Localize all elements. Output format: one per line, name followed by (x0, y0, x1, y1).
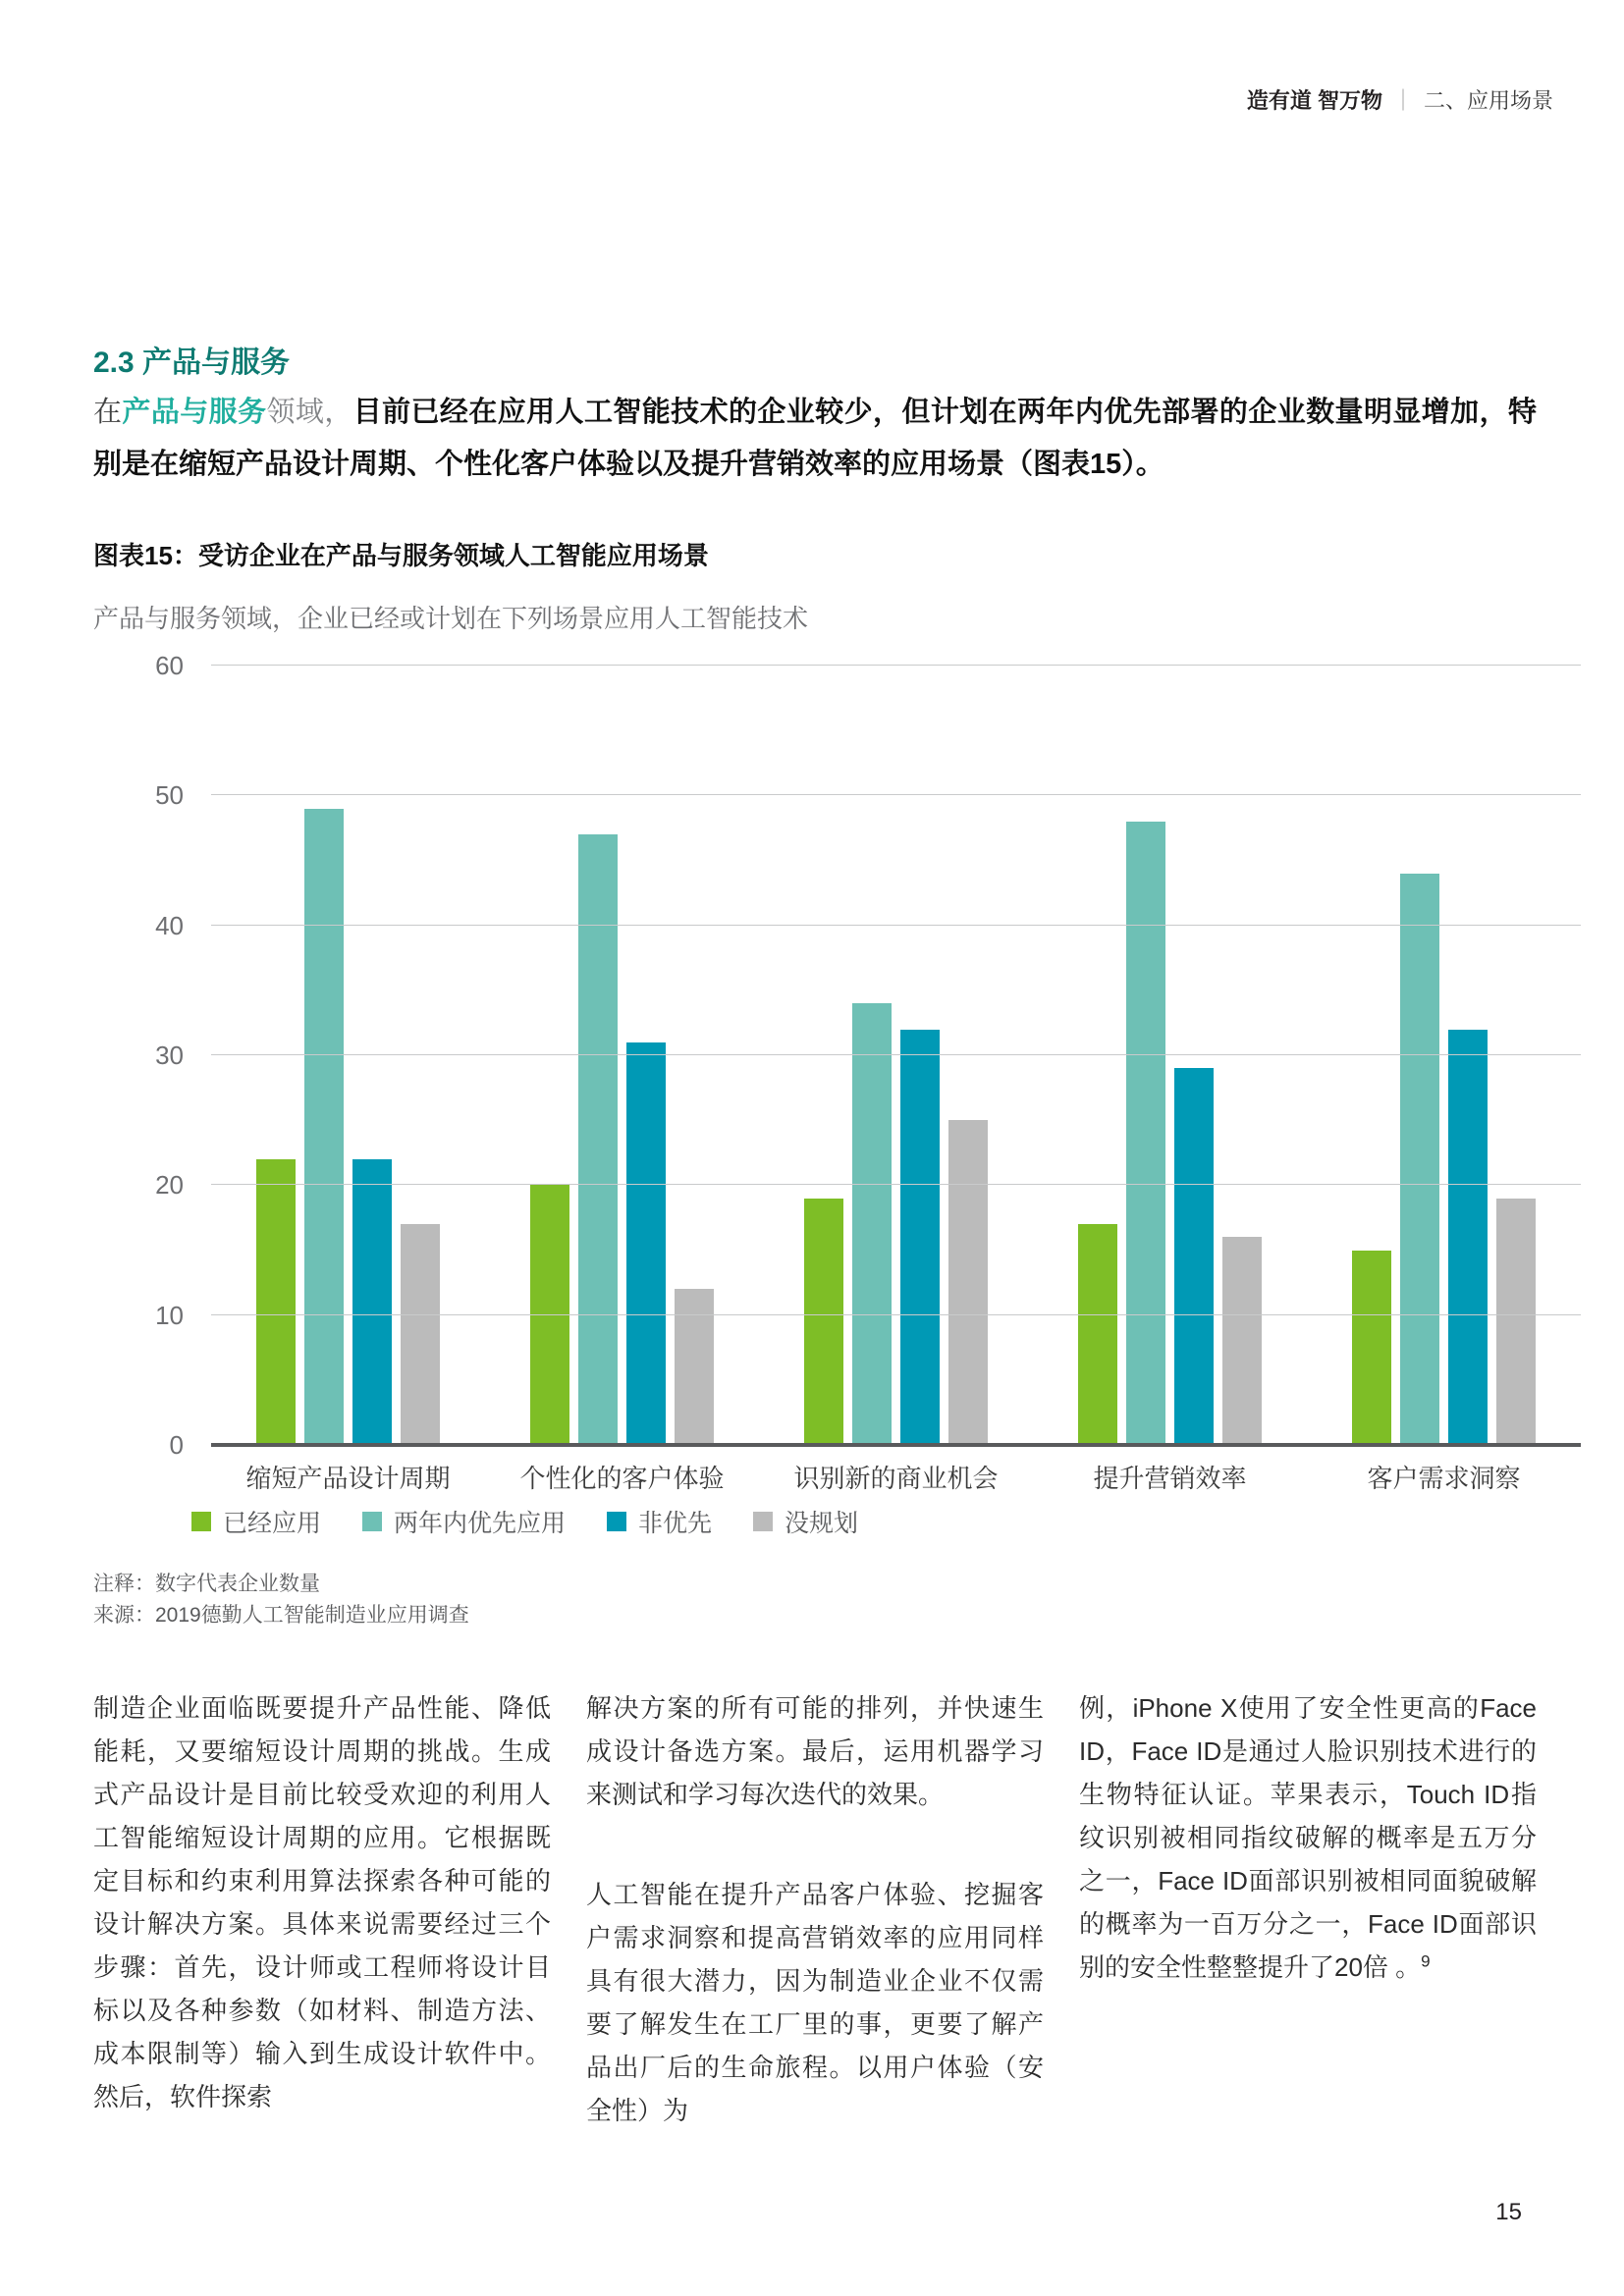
category-label: 提升营销效率 (1093, 1464, 1247, 1493)
bar-非优先 (352, 1159, 392, 1445)
legend-swatch-icon (607, 1512, 626, 1531)
bar-chart (93, 651, 1586, 1493)
page-number: 15 (1495, 2199, 1522, 2225)
body-columns (93, 1686, 1537, 2132)
legend-label: 非优先 (638, 1510, 713, 1537)
y-tick-label: 10 (155, 1300, 184, 1330)
gridline (211, 925, 1581, 926)
header-brand: 造有道 智万物 (1246, 88, 1382, 113)
x-axis-line (211, 1443, 1581, 1447)
y-tick-label: 60 (155, 651, 184, 680)
bar-两年内优先应用 (578, 834, 618, 1445)
legend-item (362, 1504, 566, 1539)
chart-note: 注释：数字代表企业数量 (93, 1573, 320, 1595)
bar-group (1033, 666, 1307, 1445)
paragraph: 解决方案的所有可能的排列，并快速生成设计备选方案。最后，运用机器学习来测试和学习每次迭代的效果。 (586, 1693, 1044, 1809)
header-section: 二、应用场景 (1423, 88, 1553, 113)
plot-area (211, 666, 1581, 1445)
section-title: 2.3 产品与服务 (93, 347, 291, 379)
paragraph: 制造企业面临既要提升产品性能、降低能耗，又要缩短设计周期的挑战。生成式产品设计是目前比较受欢迎的利用人工智能缩短设计周期的应用。它根据既定目标和约束利用算法探索各种可能的设计解决方案。具体来说需要经过三个步骤：首先，设计师或工程师将设计目标以及各种参数（如材料、制造方法、成本限制等）输入到生成设计软件中。然后，软件探索 (93, 1693, 551, 2111)
bar-group (211, 666, 485, 1445)
y-tick-label: 20 (155, 1170, 184, 1201)
footnote-marker: 9 (1421, 1951, 1431, 1971)
bar-已经应用 (530, 1185, 569, 1445)
intro-paragraph (93, 387, 1537, 491)
legend-item (191, 1504, 321, 1539)
paragraph: 人工智能在提升产品客户体验、挖掘客户需求洞察和提高营销效率的应用同样具有很大潜力，因为制造业企业不仅需要了解发生在工厂里的事，更要了解产品出厂后的生命旅程。以用户体验（安全性）为 (586, 1880, 1044, 2125)
bar-没规划 (675, 1289, 714, 1445)
figure-subtitle: 产品与服务领域，企业已经或计划在下列场景应用人工智能技术 (93, 604, 809, 633)
bar-已经应用 (256, 1159, 296, 1445)
chart-legend (191, 1504, 858, 1539)
body-column-1 (93, 1686, 551, 2132)
bar-没规划 (948, 1120, 988, 1445)
bar-没规划 (1222, 1237, 1262, 1445)
y-tick-label: 30 (155, 1041, 184, 1070)
gridline (211, 665, 1581, 666)
y-axis (93, 651, 184, 1460)
paragraph-text: 例，iPhone X使用了安全性更高的Face ID，Face ID是通过人脸识别技术进行的生物特征认证。苹果表示，Touch ID指纹识别被相同指纹破解的概率是五万分之一，Face ID面部识别被相同面貌破解的概率为一百万分之一，Face ID面部识别的安全性整整提升了20倍 。 (1079, 1693, 1537, 1982)
category-label: 缩短产品设计周期 (245, 1464, 451, 1493)
y-tick-label: 40 (155, 910, 184, 940)
legend-label: 没规划 (785, 1510, 859, 1537)
bar-已经应用 (1352, 1251, 1391, 1446)
bar-非优先 (1448, 1030, 1488, 1445)
bar-已经应用 (804, 1199, 843, 1445)
bar-非优先 (900, 1030, 940, 1445)
paragraph (1079, 1686, 1537, 1989)
header-separator: ｜ (1391, 88, 1414, 113)
page-header (1247, 84, 1553, 115)
intro-prefix: 在 (93, 397, 123, 428)
bar-group (485, 666, 759, 1445)
legend-swatch-icon (362, 1512, 382, 1531)
gridline (211, 1314, 1581, 1315)
bar-两年内优先应用 (852, 1003, 892, 1445)
body-column-2 (586, 1686, 1044, 2132)
legend-item (753, 1504, 858, 1539)
figure-title: 图表15：受访企业在产品与服务领域人工智能应用场景 (93, 541, 709, 570)
bar-两年内优先应用 (304, 809, 344, 1445)
intro-highlight: 产品与服务 (122, 397, 267, 428)
gridline (211, 794, 1581, 795)
bar-group (1307, 666, 1581, 1445)
category-label: 客户需求洞察 (1367, 1464, 1521, 1493)
legend-swatch-icon (753, 1512, 773, 1531)
bar-已经应用 (1078, 1224, 1117, 1445)
y-tick-label: 50 (155, 780, 184, 811)
legend-item (607, 1504, 712, 1539)
chart-source: 来源：2019德勤人工智能制造业应用调查 (93, 1604, 469, 1627)
bar-两年内优先应用 (1126, 822, 1165, 1445)
intro-gray: 领域， (266, 397, 353, 428)
bar-没规划 (1496, 1199, 1536, 1445)
gridline (211, 1054, 1581, 1055)
body-column-3 (1079, 1686, 1537, 2132)
bar-groups (211, 666, 1581, 1445)
category-label: 个性化的客户体验 (519, 1464, 725, 1493)
bar-非优先 (626, 1042, 666, 1445)
gridline (211, 1184, 1581, 1185)
bar-非优先 (1174, 1068, 1214, 1445)
legend-label: 已经应用 (223, 1510, 322, 1537)
legend-swatch-icon (191, 1512, 211, 1531)
category-label: 识别新的商业机会 (793, 1464, 999, 1493)
y-tick-label: 0 (169, 1430, 184, 1460)
bar-两年内优先应用 (1400, 874, 1439, 1445)
legend-label: 两年内优先应用 (394, 1510, 567, 1537)
bar-group (759, 666, 1033, 1445)
intro-bold: 目前已经在应用人工智能技术的企业较少，但计划在两年内优先部署的企业数量明显增加，特别是在缩短产品设计周期、个性化客户体验以及提升营销效率的应用场景（图表15）。 (93, 397, 1537, 480)
category-axis (211, 1459, 1581, 1495)
bar-没规划 (401, 1224, 440, 1445)
